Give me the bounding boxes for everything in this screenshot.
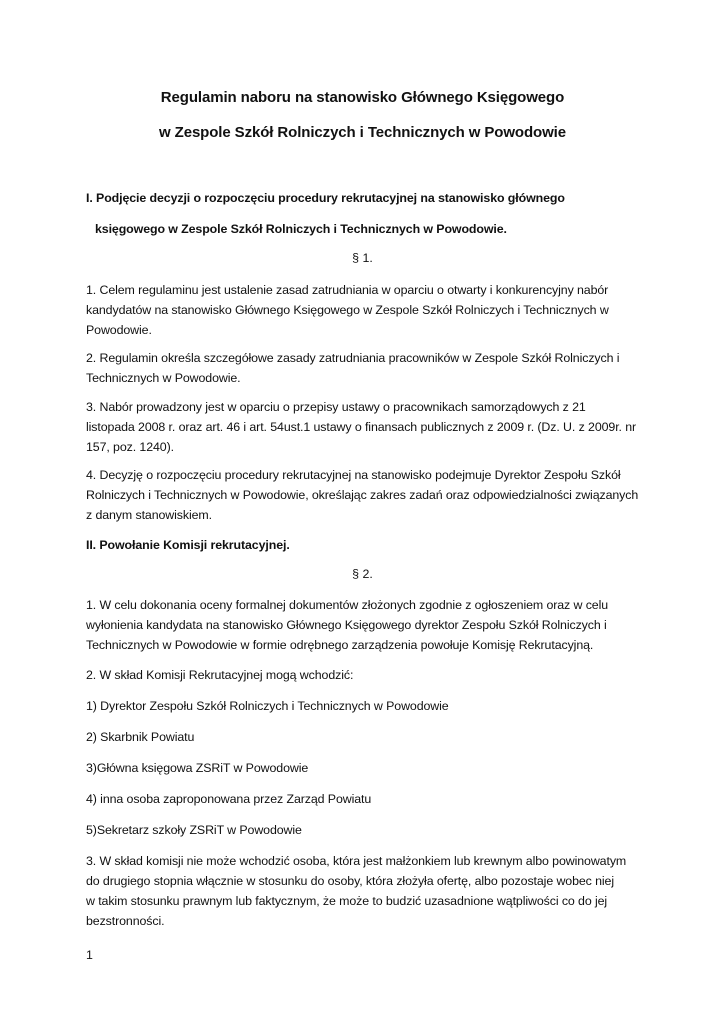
section1-item-3: 3. Nabór prowadzony jest w oparciu o przepisy ustawy o pracownikach samorządowych z 21 listopada 2008 r. oraz art. 46 i art. 54ust.1 ustawy o finansach publicznych z 2009 r. (Dz. U. z 2009r. nr 157, poz. 1240). xyxy=(86,400,637,454)
section1-item-1: 1. Celem regulaminu jest ustalenie zasad zatrudniania w oparciu o otwarty i konkurencyjny nabór kandydatów na stanowisko Głównego Księgowego w Zespole Szkół Rolniczych i Technicznych w Powodowie. xyxy=(86,283,609,337)
section2-item-3: 3. W skład komisji nie może wchodzić osoba, która jest małżonkiem lub krewnym albo powinowatym do drugiego stopnia włącznie w stosunku do osoby, która złożyła ofertę, albo pozostaje wobec niej w takim stosunku prawnym lub faktycznym, że może to budzić uzasadnione wątpliwości co do jej bezstronności. xyxy=(86,854,627,928)
section2-item-1: 1. W celu dokonania oceny formalnej dokumentów złożonych zgodnie z ogłoszeniem oraz w celu wyłonienia kandydata na stanowisko Głównego Księgowego dyrektor Zespołu Szkół Rolniczych i Technicznych w Powodowie w formie odrębnego zarządzenia powołuje Komisję Rekrutacyjną. xyxy=(86,598,609,652)
committee-member-1: 1) Dyrektor Zespołu Szkół Rolniczych i Technicznych w Powodowie xyxy=(86,699,449,713)
section2-item-2: 2. W skład Komisji Rekrutacyjnej mogą wchodzić: xyxy=(86,668,354,682)
document-title-line2: w Zespole Szkół Rolniczych i Technicznych w Powodowie xyxy=(159,124,566,141)
section1-item-2: 2. Regulamin określa szczegółowe zasady zatrudniania pracowników w Zespole Szkół Rolniczych i Technicznych w Powodowie. xyxy=(86,351,620,385)
section1-paragraph-mark: § 1. xyxy=(352,251,373,265)
section2-paragraph-mark: § 2. xyxy=(352,567,373,581)
committee-member-3: 3)Główna księgowa ZSRiT w Powodowie xyxy=(86,761,309,775)
section1-item-4: 4. Decyzję o rozpoczęciu procedury rekrutacyjnej na stanowisko podejmuje Dyrektor Zespołu Szkół Rolniczych i Technicznych w Powodowie, określając zakres zadań oraz odpowiedzialności związanych z danym stanowiskiem. xyxy=(86,468,639,522)
section2-heading: II. Powołanie Komisji rekrutacyjnej. xyxy=(86,538,290,552)
document-title-line1: Regulamin naboru na stanowisko Głównego Księgowego xyxy=(160,89,565,106)
section1-heading-line1: I. Podjęcie decyzji o rozpoczęciu procedury rekrutacyjnej na stanowisko głównego xyxy=(86,191,565,205)
section1-heading-line2: księgowego w Zespole Szkół Rolniczych i Technicznych w Powodowie. xyxy=(95,222,507,236)
committee-member-4: 4) inna osoba zaproponowana przez Zarząd Powiatu xyxy=(86,792,372,806)
committee-member-2: 2) Skarbnik Powiatu xyxy=(86,730,195,744)
committee-member-5: 5)Sekretarz szkoły ZSRiT w Powodowie xyxy=(86,823,302,837)
page-number: 1 xyxy=(86,948,93,962)
